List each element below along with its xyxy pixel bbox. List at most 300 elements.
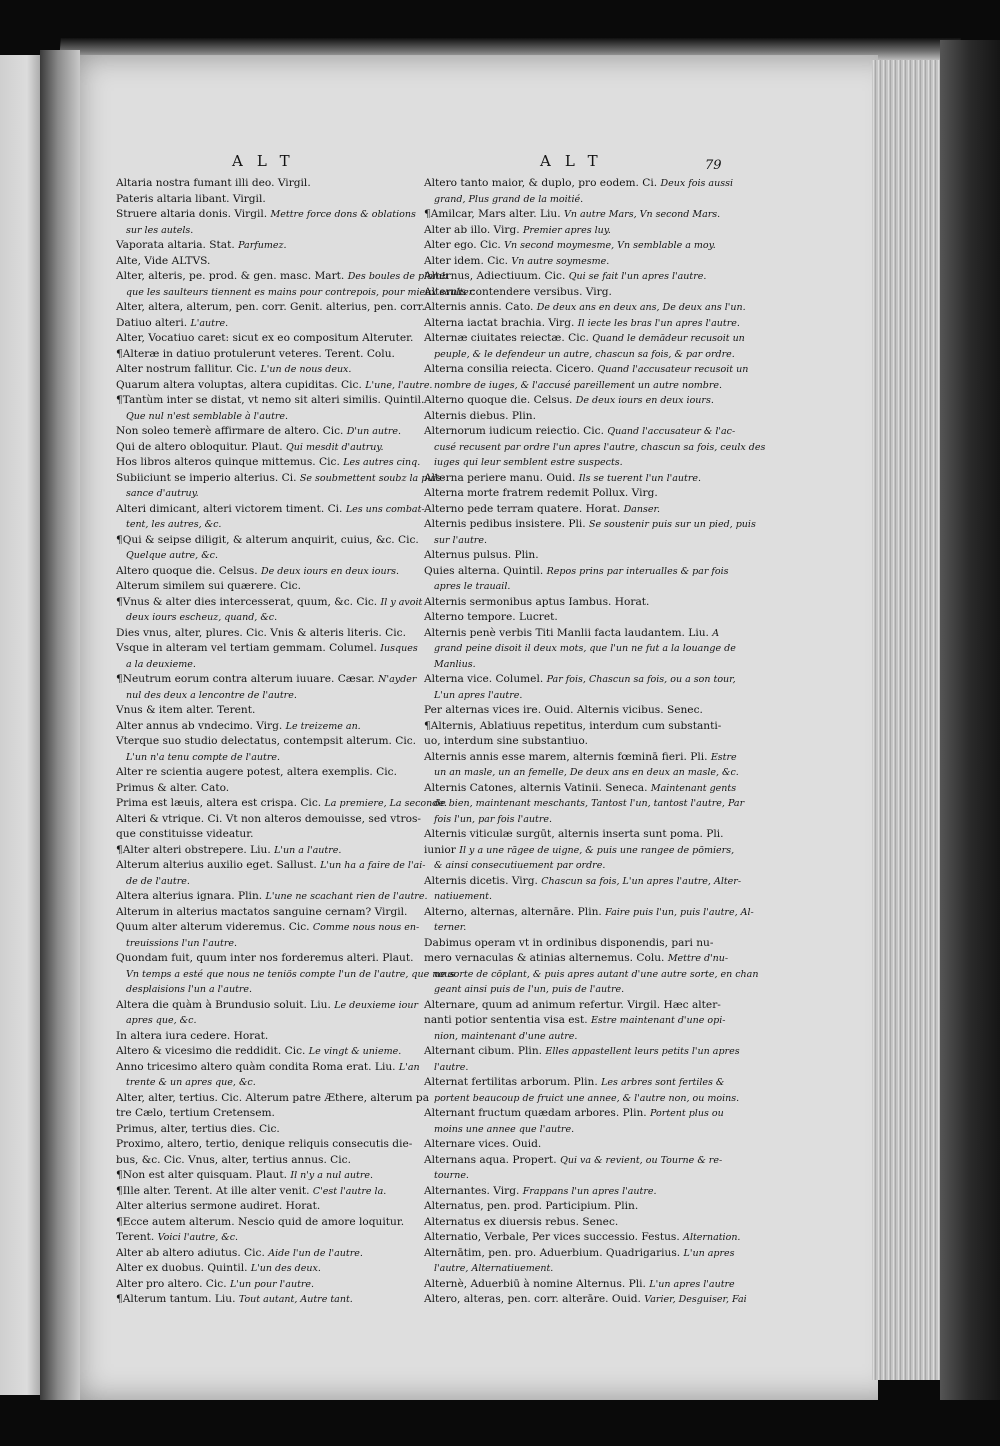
latin-text: Alternare vices. Ouid. — [424, 1138, 542, 1150]
dictionary-entry-line — [116, 1199, 416, 1215]
latin-text: Alter annus ab vndecimo. Virg. — [116, 719, 283, 732]
latin-text: Alterna vice. Columel. — [424, 673, 544, 685]
latin-text: bus, &c. Cic. Vnus, alter, tertius annus. Cic. — [116, 1153, 351, 1166]
dictionary-entry-line — [116, 905, 416, 921]
dictionary-entry-line — [424, 657, 734, 673]
dictionary-entry-line — [116, 1168, 416, 1184]
latin-text: Alter ego. Cic. — [424, 239, 501, 251]
french-gloss: L'un apres — [683, 1247, 735, 1259]
latin-text: ¶Alterum tantum. Liu. — [116, 1293, 236, 1305]
dictionary-entry-line — [424, 982, 734, 998]
dictionary-entry-line — [116, 455, 421, 471]
latin-text: Alternans aqua. Propert. — [424, 1153, 557, 1166]
dictionary-entry-line — [424, 579, 734, 595]
latin-text: Alternus, Adiectiuum. Cic. — [424, 270, 566, 282]
french-gloss: nul des deux a lencontre de l'autre. — [126, 689, 297, 701]
french-gloss: Alternation. — [683, 1232, 741, 1243]
french-gloss: Elles appastellent leurs petits l'un apres — [545, 1046, 740, 1057]
french-gloss: L'un apres l'autre. — [434, 689, 523, 701]
dictionary-entry-line — [116, 1091, 430, 1107]
dictionary-entry-line — [116, 610, 416, 626]
dictionary-entry-line — [424, 905, 754, 921]
latin-text: Alternatus ex diuersis rebus. Senec. — [424, 1215, 619, 1228]
dictionary-entry-line — [424, 517, 756, 533]
dictionary-entry-line — [424, 641, 734, 657]
french-gloss: Danser. — [623, 503, 660, 515]
latin-text: Anno tricesimo altero quàm condita Roma erat. Liu. — [116, 1060, 396, 1073]
french-gloss: Quand le demādeur recusoit un — [592, 333, 745, 344]
latin-text: Alternare, quum ad animum refertur. Virgil. Hæc alter- — [424, 998, 721, 1011]
french-gloss: moins une annee que l'autre. — [434, 1123, 575, 1135]
dictionary-entry-line — [116, 982, 416, 998]
dictionary-entry-line — [424, 874, 742, 890]
french-gloss: Ils se tuerent l'un l'autre. — [578, 472, 702, 484]
latin-text: Alterna periere manu. Ouid. — [424, 471, 576, 484]
french-gloss: Il y a une rāgee de uigne, & puis une rangee de pōmiers, — [459, 844, 735, 856]
french-gloss: Il y avoit — [380, 596, 423, 608]
dictionary-entry-line — [116, 796, 447, 812]
french-gloss: Les autres cinq. — [343, 457, 421, 468]
latin-text: Alterna morte fratrem redemit Pollux. Virg. — [424, 487, 658, 499]
dictionary-entry-line — [116, 1060, 420, 1076]
french-gloss: Mettre d'nu- — [667, 953, 729, 964]
dictionary-entry-line — [424, 176, 734, 192]
dictionary-entry-line — [424, 207, 734, 223]
dictionary-entry-line — [424, 285, 734, 301]
latin-text: ¶Neutrum eorum contra alterum iuuare. Cæsar. — [116, 673, 375, 685]
latin-text: Per alternas vices ire. Ouid. Alternis vicibus. Senec. — [424, 704, 703, 716]
french-gloss: geant ainsi puis de l'un, puis de l'autre. — [434, 984, 625, 995]
running-head-right: ALT — [540, 152, 612, 170]
french-gloss: Les arbres sont fertiles & — [601, 1077, 725, 1088]
dictionary-entry-line — [116, 734, 416, 750]
french-gloss: de de l'autre. — [126, 875, 190, 887]
dictionary-entry-line — [424, 1199, 734, 1215]
french-gloss: L'un des deux. — [250, 1263, 321, 1274]
french-gloss: L'un de nous deux. — [260, 364, 352, 375]
french-gloss: sance d'autruy. — [126, 488, 199, 499]
dictionary-entry-line — [424, 486, 734, 502]
dictionary-entry-line — [116, 1277, 416, 1293]
french-gloss: L'un apres l'autre — [649, 1278, 735, 1290]
folio-number: 79 — [705, 158, 722, 173]
latin-text: Alter, alter, tertius. Cic. Alterum patre Æthere, alterum pa — [116, 1091, 430, 1104]
latin-text: Dies vnus, alter, plures. Cic. Vnis & alteris literis. Cic. — [116, 626, 406, 639]
dictionary-entry-line — [424, 1261, 734, 1277]
french-gloss: Portent plus ou — [650, 1108, 724, 1119]
latin-text: Alternis annis. Cato. — [424, 301, 534, 313]
dictionary-entry-line — [424, 719, 734, 735]
latin-text: Vterque suo studio delectatus, contempsit alterum. Cic. — [116, 735, 417, 747]
dictionary-entry-line — [116, 1184, 416, 1200]
dictionary-entry-line — [116, 874, 416, 890]
dictionary-entry-line — [116, 424, 416, 440]
dictionary-entry-line — [116, 1153, 416, 1169]
dictionary-entry-line — [424, 1044, 740, 1060]
dictionary-entry-line — [424, 1292, 747, 1308]
french-gloss: L'un pour l'autre. — [229, 1278, 315, 1290]
dictionary-entry-line — [424, 192, 734, 208]
latin-text: Alternorum iudicum reiectio. Cic. — [424, 425, 604, 437]
dictionary-entry-line — [116, 889, 428, 905]
french-gloss: Estre — [710, 751, 737, 763]
dictionary-entry-line — [424, 1246, 734, 1262]
french-gloss: tourne. — [434, 1170, 469, 1181]
dictionary-entry-line — [116, 719, 416, 735]
dictionary-entry-line — [116, 579, 416, 595]
dictionary-entry-line — [116, 1122, 416, 1138]
dictionary-entry-line — [116, 672, 416, 688]
latin-text: Terent. — [116, 1231, 155, 1243]
dictionary-entry-line — [424, 254, 734, 270]
latin-text: Altero, alteras, pen. corr. alterāre. Ouid. — [424, 1293, 641, 1305]
dictionary-entry-line — [424, 1013, 734, 1029]
dictionary-entry-line — [424, 1091, 740, 1107]
french-gloss: Il iecte les bras l'un apres l'autre. — [577, 317, 740, 329]
latin-text: Alternis sermonibus aptus Iambus. Horat. — [424, 595, 650, 608]
dictionary-entry-line — [424, 781, 737, 797]
latin-text: ¶Amilcar, Mars alter. Liu. — [424, 208, 561, 220]
dictionary-entry-line — [116, 641, 416, 657]
dictionary-entry-line — [116, 1215, 416, 1231]
latin-text: Alteri dimicant, alteri victorem timent. Ci. — [116, 502, 343, 515]
dictionary-entry-line — [424, 967, 759, 983]
french-gloss: D'un autre. — [346, 426, 402, 437]
french-gloss: grand, Plus grand de la moitié. — [434, 193, 584, 205]
latin-text: Non soleo temerè affirmare de altero. Cic. — [116, 425, 344, 437]
latin-text: Alternantes. Virg. — [424, 1184, 520, 1197]
latin-text: Primus & alter. Cato. — [116, 781, 230, 794]
latin-text: Dabimus operam vt in ordinibus disponendis, pari nu- — [424, 936, 714, 949]
dictionary-entry-line — [116, 657, 416, 673]
latin-text: ¶Ecce autem alterum. Nescio quid de amore loquitur. — [116, 1215, 405, 1228]
dictionary-entry-line — [424, 1215, 734, 1231]
french-gloss: Faire puis l'un, puis l'autre, Al- — [605, 906, 754, 918]
dictionary-entry-line — [424, 316, 740, 332]
dictionary-entry-line — [116, 440, 416, 456]
french-gloss: portent beaucoup de fruict une annee, & l'autre non, ou moins. — [434, 1092, 740, 1104]
dictionary-entry-line — [424, 471, 734, 487]
dictionary-entry-line — [424, 1137, 734, 1153]
dictionary-entry-line — [424, 827, 734, 843]
french-gloss: apres que, &c. — [126, 1015, 197, 1026]
french-gloss: Que nul n'est semblable à l'autre. — [126, 410, 289, 422]
dictionary-entry-line — [116, 1292, 416, 1308]
latin-text: Vsque in alteram vel tertiam gemmam. Columel. — [116, 642, 377, 654]
french-gloss: Vn autre Mars, Vn second Mars. — [563, 209, 721, 220]
french-gloss: un an masle, un an femelle, De deux ans en deux an masle, &c. — [434, 767, 739, 778]
dictionary-entry-line — [424, 734, 734, 750]
latin-text: ¶Ille alter. Terent. At ille alter venit. — [116, 1184, 310, 1197]
latin-text: Altero quoque die. Celsus. — [116, 564, 258, 577]
french-gloss: Iusques — [380, 643, 418, 654]
latin-text: ¶Alternis, Ablatiuus repetitus, interdum cum substanti- — [424, 719, 722, 732]
dictionary-entry-line — [424, 610, 734, 626]
latin-text: Alterno, alternas, alternāre. Plin. — [424, 905, 602, 918]
dictionary-entry-line — [116, 331, 416, 347]
dictionary-entry-line — [116, 750, 416, 766]
latin-text: Hos libros alteros quinque mittemus. Cic. — [116, 456, 340, 468]
dictionary-entry-line — [424, 626, 734, 642]
latin-text: Alterno quoque die. Celsus. — [424, 394, 573, 406]
french-gloss: nion, maintenant d'une autre. — [434, 1030, 578, 1042]
dictionary-entry-line — [116, 688, 416, 704]
latin-text: Alter pro altero. Cic. — [116, 1277, 227, 1290]
french-gloss: Parfumez. — [238, 240, 287, 251]
dictionary-entry-line — [424, 1168, 734, 1184]
french-gloss: Aide l'un de l'autre. — [268, 1247, 363, 1259]
dictionary-entry-line — [424, 1277, 734, 1293]
latin-text: Alternant cibum. Plin. — [424, 1045, 543, 1057]
french-gloss: Varier, Desguiser, Fai — [644, 1294, 747, 1305]
french-gloss: que les saulteurs tiennent es mains pour contrepois, pour mieux saulter. — [126, 286, 476, 298]
french-gloss: L'autre. — [190, 317, 229, 329]
dictionary-entry-line — [116, 626, 416, 642]
latin-text: Alternatio, Verbale, Per vices successio. Festus. — [424, 1231, 680, 1243]
latin-text: ¶Tantùm inter se distat, vt nemo sit alteri similis. Quintil. — [116, 394, 425, 406]
latin-text: Proximo, altero, tertio, denique reliquis consecutis die- — [116, 1138, 413, 1150]
french-gloss: Vn temps a esté que nous ne teniös compte l'un de l'autre, que nous — [126, 968, 456, 980]
dictionary-entry-line — [424, 1029, 734, 1045]
latin-text: Alterna consilia reiecta. Cicero. — [424, 363, 595, 375]
french-gloss: de bien, maintenant meschants, Tantost l'un, tantost l'autre, Par — [434, 798, 745, 809]
dictionary-entry-line — [116, 300, 425, 316]
french-gloss: L'une ne scachant rien de l'autre. — [265, 891, 428, 902]
dictionary-entry-line — [424, 362, 749, 378]
latin-text: Quum alter alterum videremus. Cic. — [116, 921, 310, 933]
french-gloss: A — [712, 627, 720, 639]
french-gloss: Quand l'accusateur recusoit un — [597, 364, 749, 375]
dictionary-entry-line — [424, 688, 734, 704]
dictionary-entry-line — [424, 564, 734, 580]
dictionary-entry-line — [116, 1246, 416, 1262]
latin-text: Altero & vicesimo die reddidit. Cic. — [116, 1045, 306, 1057]
latin-text: Alternis pedibus insistere. Pli. — [424, 518, 586, 530]
latin-text: Quondam fuit, quum inter nos forderemus alteri. Plaut. — [116, 952, 414, 964]
dictionary-entry-line — [116, 533, 419, 549]
latin-text: Altaria nostra fumant illi deo. Virgil. — [116, 177, 311, 189]
dictionary-entry-line — [116, 378, 433, 394]
dictionary-entry-line — [424, 858, 734, 874]
french-gloss: Estre maintenant d'une opi- — [591, 1015, 726, 1026]
latin-text: Alternis penè verbis Titi Manlii facta laudantem. Liu. — [424, 626, 709, 639]
dictionary-entry-line — [424, 750, 737, 766]
dictionary-entry-line — [424, 269, 734, 285]
book-gutter — [40, 50, 80, 1400]
french-gloss: desplaisions l'un a l'autre. — [126, 984, 253, 995]
french-gloss: apres le trauail. — [434, 581, 511, 592]
latin-text: Subiiciunt se imperio alterius. Ci. — [116, 471, 297, 484]
latin-text: Alternis contendere versibus. Virg. — [424, 285, 612, 298]
latin-text: Alter, alteris, pe. prod. & gen. masc. Mart. — [116, 270, 345, 282]
dictionary-entry-line — [116, 936, 416, 952]
latin-text: Alter re scientia augere potest, altera exemplis. Cic. — [116, 766, 397, 778]
french-gloss: trente & un apres que, &c. — [126, 1077, 256, 1088]
french-gloss: C'est l'autre la. — [312, 1185, 387, 1197]
dictionary-entry-line — [424, 1230, 741, 1246]
dictionary-entry-line — [424, 1075, 734, 1091]
french-gloss: De deux iours en deux iours. — [575, 395, 714, 406]
latin-text: Alterno tempore. Lucret. — [424, 611, 558, 623]
dictionary-entry-line — [116, 1075, 416, 1091]
french-gloss: Des boules de plomb — [347, 271, 448, 282]
latin-text: Alternæ ciuitates reiectæ. Cic. — [424, 332, 589, 344]
dictionary-entry-line — [116, 285, 476, 301]
dictionary-entry-line — [116, 998, 419, 1014]
dictionary-entry-line — [424, 1153, 734, 1169]
latin-text: Alter ex duobus. Quintil. — [116, 1262, 248, 1274]
latin-text: ¶Qui & seipse diligit, & alterum anquirit, cuius, &c. Cic. — [116, 533, 419, 546]
dictionary-entry-line — [424, 595, 734, 611]
french-gloss: iuges qui leur semblent estre suspects. — [434, 457, 623, 468]
dictionary-entry-line — [116, 1261, 416, 1277]
dictionary-entry-line — [116, 517, 416, 533]
latin-text: Alter, Vocatiuo caret: sicut ex eo compositum Alteruter. — [116, 332, 414, 344]
dictionary-entry-line — [424, 378, 734, 394]
french-gloss: De deux ans en deux ans, De deux ans l'un. — [536, 302, 746, 313]
dictionary-entry-line — [116, 502, 425, 518]
dictionary-entry-line — [116, 486, 416, 502]
dictionary-entry-line — [116, 858, 426, 874]
french-gloss: Il n'y a nul autre. — [290, 1170, 374, 1181]
dictionary-entry-line — [116, 362, 416, 378]
french-gloss: l'autre, Alternatiuement. — [434, 1263, 554, 1274]
latin-text: Alterum alterius auxilio eget. Sallust. — [116, 859, 317, 871]
dictionary-entry-line — [424, 1106, 734, 1122]
dictionary-entry-line — [424, 440, 766, 456]
dictionary-entry-line — [424, 1184, 734, 1200]
french-gloss: L'un a l'autre. — [274, 844, 342, 856]
dictionary-entry-line — [116, 843, 416, 859]
french-gloss: & ainsi consecutiuement par ordre. — [434, 860, 606, 871]
latin-text: Alternat fertilitas arborum. Plin. — [424, 1076, 598, 1088]
french-gloss: Le treizeme an. — [285, 720, 361, 732]
french-gloss: Quand l'accusateur & l'ac- — [607, 426, 736, 437]
dictionary-entry-line — [116, 827, 416, 843]
latin-text: Alternè, Aduerbiū à nomine Alternus. Pli. — [424, 1277, 646, 1290]
french-gloss: De deux iours en deux iours. — [260, 565, 400, 577]
latin-text: Alternis dicetis. Virg. — [424, 874, 538, 887]
dictionary-entry-line — [424, 238, 734, 254]
french-gloss: fois l'un, par fois l'autre. — [434, 813, 553, 825]
dictionary-entry-line — [424, 424, 734, 440]
french-gloss: Se soustenir puis sur un pied, puis — [589, 519, 756, 530]
latin-text: ¶Non est alter quisquam. Plaut. — [116, 1169, 287, 1181]
dictionary-entry-line — [424, 843, 734, 859]
dictionary-entry-line — [424, 1060, 734, 1076]
dictionary-entry-line — [424, 455, 734, 471]
french-gloss: sur l'autre. — [434, 534, 487, 546]
french-gloss: grand peine disoit il deux mots, que l'un ne fut a la louange de — [434, 643, 736, 654]
latin-text: tre Cælo, tertium Cretensem. — [116, 1107, 275, 1119]
dictionary-entry-line — [424, 796, 745, 812]
dictionary-entry-line — [424, 936, 734, 952]
latin-text: Vnus & item alter. Terent. — [116, 704, 256, 716]
dictionary-entry-line — [424, 672, 734, 688]
latin-text: nanti potior sententia visa est. — [424, 1014, 588, 1026]
dictionary-entry-line — [116, 951, 416, 967]
dictionary-entry-line — [424, 998, 734, 1014]
dictionary-entry-line — [116, 409, 416, 425]
dictionary-entry-line — [116, 920, 420, 936]
dictionary-entry-line — [116, 812, 421, 828]
french-gloss: terner. — [434, 922, 467, 933]
dictionary-entry-line — [424, 920, 734, 936]
dictionary-entry-line — [424, 409, 734, 425]
dictionary-entry-line — [116, 316, 416, 332]
french-gloss: L'une, l'autre. — [365, 379, 433, 391]
french-gloss: Comme nous nous en- — [312, 922, 420, 933]
dictionary-entry-line — [424, 502, 734, 518]
dictionary-entry-line — [424, 223, 734, 239]
french-gloss: La premiere, La seconde. — [324, 798, 447, 809]
french-gloss: Vn second moymesme, Vn semblable a moy. — [504, 240, 716, 251]
french-gloss: Le deuxieme iour — [334, 999, 419, 1011]
dictionary-entry-line — [424, 765, 739, 781]
dictionary-entry-line — [424, 812, 734, 828]
dictionary-entry-line — [116, 1013, 416, 1029]
french-gloss: Les uns combat- — [345, 503, 425, 515]
french-gloss: Quelque autre, &c. — [126, 550, 219, 561]
french-gloss: peuple, & le defendeur un autre, chascun sa fois, & par ordre. — [434, 348, 735, 360]
french-gloss: cusé recusent par ordre l'un apres l'autre, chascun sa fois, ceulx des — [434, 441, 766, 453]
left-page-edge — [0, 55, 45, 1395]
french-gloss: Se soubmettent soubz la puis- — [299, 472, 445, 484]
latin-text: uo, interdum sine substantiuo. — [424, 735, 588, 747]
french-gloss: Manlius. — [434, 658, 476, 670]
latin-text: Alternis viticulæ surgūt, alternis inserta sunt poma. Pli. — [424, 828, 724, 840]
dictionary-entry-line — [116, 1044, 416, 1060]
dictionary-entry-line — [116, 1137, 416, 1153]
latin-text: Pateris altaria libant. Virgil. — [116, 192, 266, 205]
latin-text: Quarum altera voluptas, altera cupiditas. Cic. — [116, 378, 362, 391]
latin-text: Altera alterius ignara. Plin. — [116, 890, 263, 902]
french-gloss: Maintenant gents — [650, 782, 737, 794]
latin-text: Alterna iactat brachia. Virg. — [424, 316, 575, 329]
latin-text: Prima est læuis, altera est crispa. Cic. — [116, 797, 322, 809]
french-gloss: L'un ha a faire de l'ai- — [320, 860, 426, 871]
french-gloss: tent, les autres, &c. — [126, 519, 222, 530]
dictionary-entry-line — [116, 595, 423, 611]
dictionary-entry-line — [116, 223, 416, 239]
running-head-left: ALT — [232, 152, 304, 170]
latin-text: Alterum similem sui quærere. Cic. — [116, 580, 301, 592]
dictionary-entry-line — [116, 192, 416, 208]
latin-text: Alternus pulsus. Plin. — [424, 549, 539, 561]
latin-text: que constituisse videatur. — [116, 828, 254, 840]
dictionary-entry-line — [116, 269, 448, 285]
dictionary-entry-line — [116, 564, 416, 580]
latin-text: In altera iura cedere. Horat. — [116, 1029, 269, 1042]
latin-text: Alter ab altero adiutus. Cic. — [116, 1246, 265, 1259]
latin-text: Alternis Catones, alternis Vatinii. Seneca. — [424, 781, 648, 794]
dictionary-entry-line — [424, 347, 734, 363]
latin-text: Alter ab illo. Virg. — [424, 223, 520, 236]
latin-text: ¶Alteræ in datiuo protulerunt veteres. Terent. Colu. — [116, 347, 395, 360]
dictionary-entry-line — [116, 254, 416, 270]
dictionary-entry-line — [116, 1106, 416, 1122]
french-gloss: Repos prins par interualles & par fois — [546, 565, 729, 577]
french-gloss: L'an — [398, 1061, 420, 1073]
latin-text: ¶Alter alteri obstrepere. Liu. — [116, 843, 271, 856]
latin-text: Alter idem. Cic. — [424, 254, 509, 267]
dictionary-entry-line — [116, 207, 416, 223]
latin-text: iunior — [424, 843, 456, 856]
latin-text: Vaporata altaria. Stat. — [116, 239, 235, 251]
dictionary-entry-line — [116, 1230, 416, 1246]
dictionary-entry-line — [116, 765, 416, 781]
dictionary-entry-line — [116, 781, 416, 797]
